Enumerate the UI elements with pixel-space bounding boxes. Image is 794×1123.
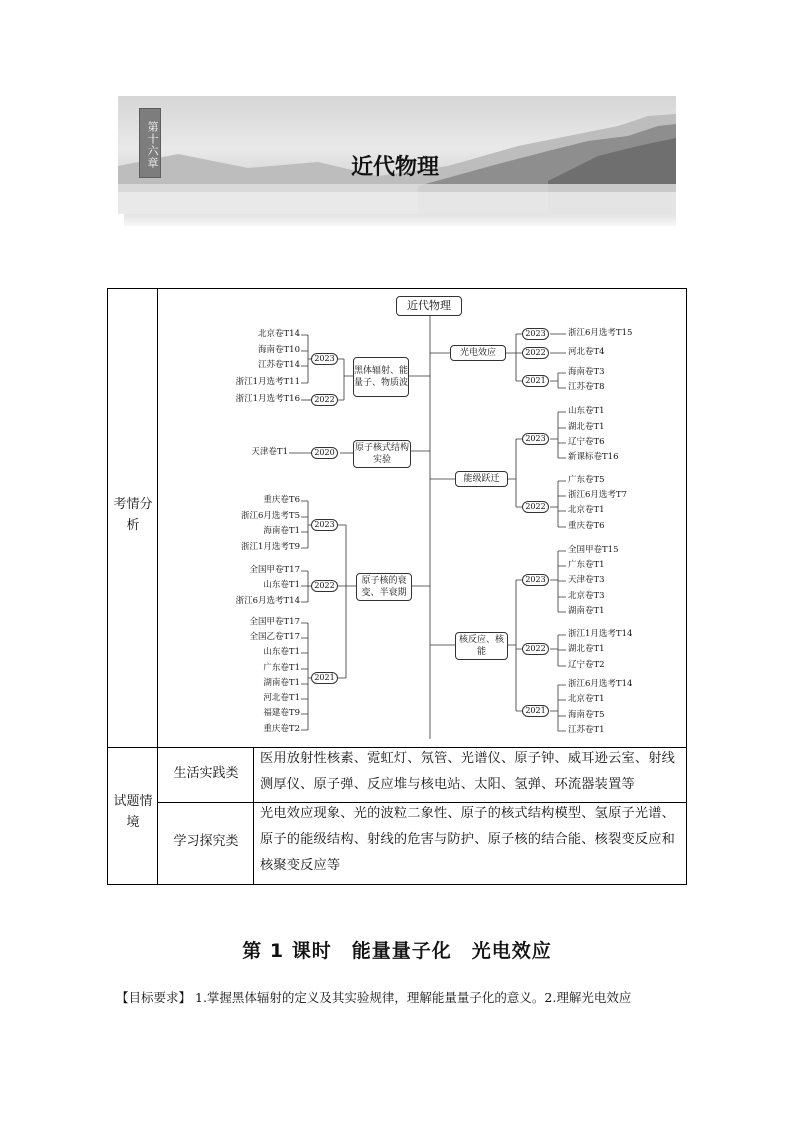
exam-source-item: 重庆卷T6 <box>568 521 605 531</box>
exam-source-item: 重庆卷T2 <box>263 724 300 734</box>
exam-source-item: 天津卷T3 <box>568 575 605 585</box>
study-inquiry-label: 学习探究类 <box>173 834 239 849</box>
exam-source-item: 新课标卷T16 <box>568 452 619 462</box>
exam-source-item: 福建卷T9 <box>263 708 300 718</box>
exam-source-item: 浙江1月选考T9 <box>241 542 300 552</box>
year-node: 2020 <box>311 447 338 459</box>
exam-source-item: 辽宁卷T6 <box>568 437 605 447</box>
exam-source-item: 湖北卷T1 <box>568 644 605 654</box>
mind-map-topic-left: 黑体辐射、能量子、物质波 <box>353 357 409 397</box>
life-practice-label: 生活实践类 <box>173 766 239 781</box>
exam-source-item: 河北卷T1 <box>263 693 300 703</box>
exam-source-item: 山东卷T1 <box>263 580 300 590</box>
year-node: 2021 <box>522 375 549 387</box>
exam-source-item: 重庆卷T6 <box>263 495 300 505</box>
year-node: 2023 <box>522 433 549 445</box>
year-node: 2022 <box>522 643 549 655</box>
year-node: 2023 <box>522 574 549 586</box>
exam-source-item: 湖南卷T1 <box>568 606 605 616</box>
exam-source-item: 湖南卷T1 <box>263 678 300 688</box>
exam-source-item: 全国甲卷T17 <box>249 617 300 627</box>
mind-map-topic-left: 原子核式结构实验 <box>353 440 411 468</box>
exam-source-item: 广东卷T1 <box>568 560 605 570</box>
year-node: 2022 <box>311 394 338 406</box>
exam-source-item: 海南卷T1 <box>263 526 300 536</box>
objective-text: 1.掌握黑体辐射的定义及其实验规律，理解能量量子化的意义。2.理解光电效应 <box>195 990 632 1005</box>
exam-source-item: 广东卷T5 <box>568 475 605 485</box>
year-node: 2022 <box>522 501 549 513</box>
exam-source-item: 北京卷T1 <box>568 694 605 704</box>
year-node: 2022 <box>522 347 549 359</box>
exam-source-item: 海南卷T3 <box>568 367 605 377</box>
exam-source-item: 浙江1月选考T16 <box>235 394 300 404</box>
study-inquiry-text: 光电效应现象、光的波粒二象性、原子的核式结构模型、氢原子光谱、原子的能级结构、射线的危害与防护、原子核的结合能、核裂变反应和核聚变反应等 <box>260 806 676 873</box>
mind-map-topic-right: 光电效应 <box>450 345 506 361</box>
mind-map-topic-left: 原子核的衰变、半衰期 <box>356 573 412 601</box>
exam-source-item: 全国乙卷T17 <box>249 632 300 642</box>
exam-source-item: 山东卷T1 <box>263 647 300 657</box>
exam-source-item: 浙江1月选考T14 <box>568 629 633 639</box>
exam-analysis-table <box>107 288 687 885</box>
exam-source-item: 北京卷T1 <box>568 505 605 515</box>
life-practice-text: 医用放射性核素、霓虹灯、氖管、光谱仪、原子钟、威耳逊云室、射线测厚仪、原子弹、反应堆与核电站、太阳、氢弹、环流器装置等 <box>260 751 676 792</box>
year-node: 2022 <box>311 580 338 592</box>
mind-map-root: 近代物理 <box>396 296 462 316</box>
exam-source-item: 湖北卷T1 <box>568 422 605 432</box>
objective-tag: 【目标要求】 <box>116 990 192 1005</box>
exam-source-item: 天津卷T1 <box>251 447 288 457</box>
exam-source-item: 江苏卷T14 <box>258 360 300 370</box>
exam-source-item: 山东卷T1 <box>568 406 605 416</box>
row-label-exam-analysis: 考情分析 <box>113 497 153 533</box>
exam-source-item: 浙江6月选考T15 <box>568 328 633 338</box>
exam-source-item: 海南卷T10 <box>258 345 300 355</box>
exam-source-item: 广东卷T1 <box>263 663 300 673</box>
year-node: 2021 <box>311 672 338 684</box>
exam-source-item: 全国甲卷T15 <box>568 545 619 555</box>
exam-source-item: 江苏卷T8 <box>568 382 605 392</box>
year-node: 2023 <box>522 328 549 340</box>
year-node: 2023 <box>311 519 338 531</box>
mind-map-topic-right: 核反应、核能 <box>455 632 508 660</box>
year-node: 2021 <box>522 705 549 717</box>
chapter-number-tag: 第十六章 <box>139 108 161 178</box>
exam-source-item: 浙江6月选考T7 <box>568 490 627 500</box>
exam-source-item: 辽宁卷T2 <box>568 660 605 670</box>
exam-source-item: 北京卷T3 <box>568 591 605 601</box>
exam-source-item: 河北卷T4 <box>568 347 605 357</box>
exam-source-item: 浙江1月选考T11 <box>235 377 300 387</box>
exam-source-item: 浙江6月选考T14 <box>568 679 633 689</box>
exam-source-item: 江苏卷T1 <box>568 725 605 735</box>
chapter-title: 近代物理 <box>350 155 439 180</box>
lesson-title: 第 1 课时 能量量子化 光电效应 <box>242 940 552 962</box>
exam-source-item: 浙江6月选考T14 <box>235 596 300 606</box>
banner-shadow <box>124 214 676 226</box>
exam-source-item: 海南卷T5 <box>568 710 605 720</box>
mind-map-topic-right: 能级跃迁 <box>455 471 508 487</box>
row-label-question-context: 试题情境 <box>113 794 153 830</box>
exam-source-item: 全国甲卷T17 <box>249 565 300 575</box>
learning-objective <box>116 988 696 1006</box>
exam-source-item: 浙江6月选考T5 <box>241 511 300 521</box>
exam-source-item: 北京卷T14 <box>258 329 300 339</box>
year-node: 2023 <box>311 353 338 365</box>
